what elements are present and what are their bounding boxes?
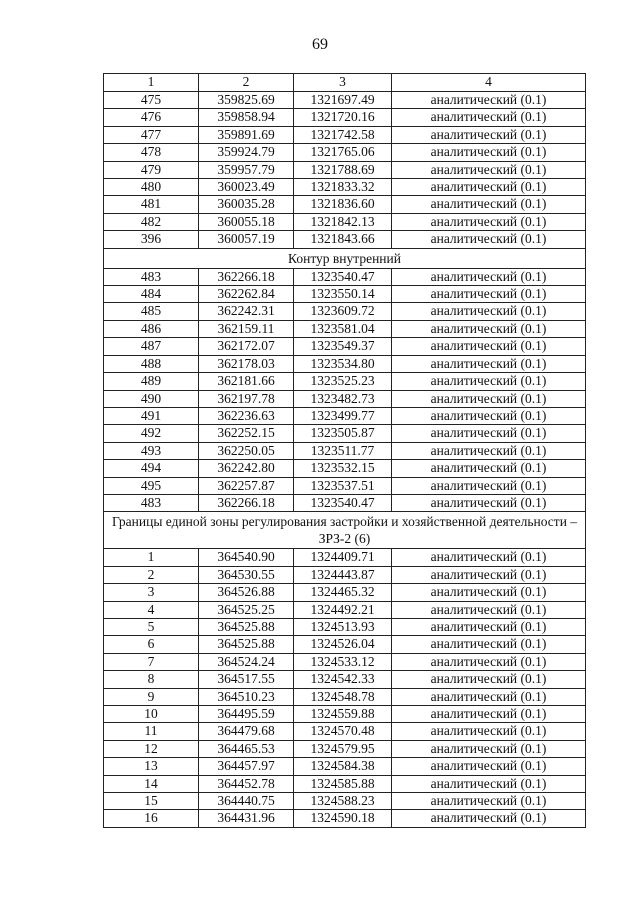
point-number-cell: 494 (104, 460, 199, 477)
point-number-cell: 16 (104, 810, 199, 827)
y-coordinate-cell: 1321836.60 (294, 196, 392, 213)
point-number-cell: 6 (104, 636, 199, 653)
y-coordinate-cell: 1324548.78 (294, 688, 392, 705)
y-coordinate-cell: 1323549.37 (294, 338, 392, 355)
column-header-point-number: 1 (104, 74, 199, 92)
x-coordinate-cell: 362257.87 (199, 477, 294, 494)
table-row (104, 355, 586, 372)
point-number-cell: 487 (104, 338, 199, 355)
table-row (104, 653, 586, 670)
x-coordinate-cell: 364457.97 (199, 758, 294, 775)
x-coordinate-cell: 359858.94 (199, 109, 294, 126)
y-coordinate-cell: 1321843.66 (294, 231, 392, 248)
method-cell: аналитический (0.1) (392, 636, 586, 653)
point-number-cell: 7 (104, 653, 199, 670)
table-header-row (104, 74, 586, 92)
table-row (104, 213, 586, 230)
y-coordinate-cell: 1321833.32 (294, 179, 392, 196)
table-row (104, 196, 586, 213)
y-coordinate-cell: 1323525.23 (294, 373, 392, 390)
table-row (104, 442, 586, 459)
method-cell: аналитический (0.1) (392, 671, 586, 688)
table-row (104, 636, 586, 653)
method-cell: аналитический (0.1) (392, 231, 586, 248)
table-row (104, 477, 586, 494)
method-cell: аналитический (0.1) (392, 407, 586, 424)
method-cell: аналитический (0.1) (392, 653, 586, 670)
method-cell: аналитический (0.1) (392, 161, 586, 178)
x-coordinate-cell: 360057.19 (199, 231, 294, 248)
table-row (104, 320, 586, 337)
method-cell: аналитический (0.1) (392, 126, 586, 143)
method-cell: аналитический (0.1) (392, 810, 586, 827)
method-cell: аналитический (0.1) (392, 618, 586, 635)
y-coordinate-cell: 1323550.14 (294, 286, 392, 303)
point-number-cell: 15 (104, 793, 199, 810)
method-cell: аналитический (0.1) (392, 549, 586, 566)
x-coordinate-cell: 364440.75 (199, 793, 294, 810)
method-cell: аналитический (0.1) (392, 109, 586, 126)
y-coordinate-cell: 1323540.47 (294, 494, 392, 511)
table-row (104, 740, 586, 757)
y-coordinate-cell: 1321742.58 (294, 126, 392, 143)
method-cell: аналитический (0.1) (392, 758, 586, 775)
y-coordinate-cell: 1323540.47 (294, 268, 392, 285)
y-coordinate-cell: 1324588.23 (294, 793, 392, 810)
method-cell: аналитический (0.1) (392, 494, 586, 511)
x-coordinate-cell: 364517.55 (199, 671, 294, 688)
method-cell: аналитический (0.1) (392, 584, 586, 601)
table-row (104, 601, 586, 618)
point-number-cell: 13 (104, 758, 199, 775)
point-number-cell: 492 (104, 425, 199, 442)
y-coordinate-cell: 1324526.04 (294, 636, 392, 653)
method-cell: аналитический (0.1) (392, 706, 586, 723)
x-coordinate-cell: 364540.90 (199, 549, 294, 566)
x-coordinate-cell: 364526.88 (199, 584, 294, 601)
method-cell: аналитический (0.1) (392, 179, 586, 196)
table-row (104, 179, 586, 196)
table-row (104, 161, 586, 178)
point-number-cell: 11 (104, 723, 199, 740)
method-cell: аналитический (0.1) (392, 425, 586, 442)
table-row (104, 810, 586, 827)
method-cell: аналитический (0.1) (392, 196, 586, 213)
method-cell: аналитический (0.1) (392, 477, 586, 494)
point-number-cell: 8 (104, 671, 199, 688)
point-number-cell: 4 (104, 601, 199, 618)
point-number-cell: 478 (104, 144, 199, 161)
point-number-cell: 480 (104, 179, 199, 196)
point-number-cell: 483 (104, 494, 199, 511)
table-row (104, 460, 586, 477)
method-cell: аналитический (0.1) (392, 144, 586, 161)
point-number-cell: 489 (104, 373, 199, 390)
y-coordinate-cell: 1324584.38 (294, 758, 392, 775)
method-cell: аналитический (0.1) (392, 320, 586, 337)
table-row (104, 688, 586, 705)
point-number-cell: 3 (104, 584, 199, 601)
point-number-cell: 490 (104, 390, 199, 407)
x-coordinate-cell: 364465.53 (199, 740, 294, 757)
method-cell: аналитический (0.1) (392, 793, 586, 810)
y-coordinate-cell: 1323505.87 (294, 425, 392, 442)
x-coordinate-cell: 360023.49 (199, 179, 294, 196)
point-number-cell: 483 (104, 268, 199, 285)
table-row (104, 268, 586, 285)
method-cell: аналитический (0.1) (392, 601, 586, 618)
point-number-cell: 479 (104, 161, 199, 178)
point-number-cell: 491 (104, 407, 199, 424)
x-coordinate-cell: 359957.79 (199, 161, 294, 178)
x-coordinate-cell: 362266.18 (199, 268, 294, 285)
x-coordinate-cell: 362250.05 (199, 442, 294, 459)
y-coordinate-cell: 1324542.33 (294, 671, 392, 688)
table-row (104, 775, 586, 792)
y-coordinate-cell: 1323532.15 (294, 460, 392, 477)
table-row (104, 303, 586, 320)
method-cell: аналитический (0.1) (392, 775, 586, 792)
x-coordinate-cell: 360035.28 (199, 196, 294, 213)
method-cell: аналитический (0.1) (392, 355, 586, 372)
method-cell: аналитический (0.1) (392, 566, 586, 583)
point-number-cell: 482 (104, 213, 199, 230)
method-cell: аналитический (0.1) (392, 92, 586, 109)
x-coordinate-cell: 364525.88 (199, 636, 294, 653)
method-cell: аналитический (0.1) (392, 213, 586, 230)
y-coordinate-cell: 1321765.06 (294, 144, 392, 161)
y-coordinate-cell: 1323534.80 (294, 355, 392, 372)
method-cell: аналитический (0.1) (392, 286, 586, 303)
y-coordinate-cell: 1324533.12 (294, 653, 392, 670)
table-row (104, 758, 586, 775)
column-header-y: 3 (294, 74, 392, 92)
table-row (104, 425, 586, 442)
x-coordinate-cell: 364525.88 (199, 618, 294, 635)
y-coordinate-cell: 1324570.48 (294, 723, 392, 740)
table-row (104, 373, 586, 390)
x-coordinate-cell: 362262.84 (199, 286, 294, 303)
table-row (104, 390, 586, 407)
x-coordinate-cell: 359924.79 (199, 144, 294, 161)
point-number-cell: 14 (104, 775, 199, 792)
table-row (104, 126, 586, 143)
table-row (104, 407, 586, 424)
x-coordinate-cell: 362197.78 (199, 390, 294, 407)
section-title: Границы единой зоны регулирования застройки и хозяйственной деятельности – ЗРЗ-2 (6) (104, 512, 586, 549)
y-coordinate-cell: 1321788.69 (294, 161, 392, 178)
x-coordinate-cell: 364530.55 (199, 566, 294, 583)
y-coordinate-cell: 1324559.88 (294, 706, 392, 723)
section-title: Контур внутренний (104, 248, 586, 268)
y-coordinate-cell: 1321697.49 (294, 92, 392, 109)
y-coordinate-cell: 1324590.18 (294, 810, 392, 827)
x-coordinate-cell: 364452.78 (199, 775, 294, 792)
x-coordinate-cell: 362242.31 (199, 303, 294, 320)
x-coordinate-cell: 364495.59 (199, 706, 294, 723)
point-number-cell: 9 (104, 688, 199, 705)
x-coordinate-cell: 360055.18 (199, 213, 294, 230)
table-row (104, 671, 586, 688)
method-cell: аналитический (0.1) (392, 338, 586, 355)
table-row (104, 584, 586, 601)
section-title-row (104, 248, 586, 268)
x-coordinate-cell: 362252.15 (199, 425, 294, 442)
y-coordinate-cell: 1324585.88 (294, 775, 392, 792)
y-coordinate-cell: 1323537.51 (294, 477, 392, 494)
x-coordinate-cell: 364510.23 (199, 688, 294, 705)
x-coordinate-cell: 362172.07 (199, 338, 294, 355)
x-coordinate-cell: 364524.24 (199, 653, 294, 670)
y-coordinate-cell: 1323482.73 (294, 390, 392, 407)
y-coordinate-cell: 1324579.95 (294, 740, 392, 757)
table-row (104, 618, 586, 635)
point-number-cell: 488 (104, 355, 199, 372)
point-number-cell: 10 (104, 706, 199, 723)
page-number: 69 (312, 36, 328, 53)
x-coordinate-cell: 362236.63 (199, 407, 294, 424)
x-coordinate-cell: 364431.96 (199, 810, 294, 827)
point-number-cell: 477 (104, 126, 199, 143)
method-cell: аналитический (0.1) (392, 442, 586, 459)
point-number-cell: 2 (104, 566, 199, 583)
y-coordinate-cell: 1321842.13 (294, 213, 392, 230)
table-row (104, 549, 586, 566)
table-row (104, 338, 586, 355)
x-coordinate-cell: 362242.80 (199, 460, 294, 477)
table-row (104, 144, 586, 161)
y-coordinate-cell: 1323499.77 (294, 407, 392, 424)
table-row (104, 109, 586, 126)
method-cell: аналитический (0.1) (392, 740, 586, 757)
method-cell: аналитический (0.1) (392, 688, 586, 705)
method-cell: аналитический (0.1) (392, 268, 586, 285)
column-header-x: 2 (199, 74, 294, 92)
method-cell: аналитический (0.1) (392, 373, 586, 390)
point-number-cell: 475 (104, 92, 199, 109)
table-row (104, 286, 586, 303)
table-row (104, 566, 586, 583)
table-row (104, 793, 586, 810)
y-coordinate-cell: 1323511.77 (294, 442, 392, 459)
x-coordinate-cell: 362159.11 (199, 320, 294, 337)
method-cell: аналитический (0.1) (392, 303, 586, 320)
point-number-cell: 12 (104, 740, 199, 757)
x-coordinate-cell: 362266.18 (199, 494, 294, 511)
coordinates-table (103, 73, 586, 828)
section-title-row (104, 512, 586, 549)
method-cell: аналитический (0.1) (392, 723, 586, 740)
x-coordinate-cell: 364479.68 (199, 723, 294, 740)
column-header-method: 4 (392, 74, 586, 92)
y-coordinate-cell: 1324409.71 (294, 549, 392, 566)
point-number-cell: 485 (104, 303, 199, 320)
x-coordinate-cell: 362181.66 (199, 373, 294, 390)
x-coordinate-cell: 359825.69 (199, 92, 294, 109)
method-cell: аналитический (0.1) (392, 460, 586, 477)
point-number-cell: 486 (104, 320, 199, 337)
x-coordinate-cell: 362178.03 (199, 355, 294, 372)
x-coordinate-cell: 364525.25 (199, 601, 294, 618)
method-cell: аналитический (0.1) (392, 390, 586, 407)
y-coordinate-cell: 1324465.32 (294, 584, 392, 601)
y-coordinate-cell: 1324443.87 (294, 566, 392, 583)
point-number-cell: 5 (104, 618, 199, 635)
y-coordinate-cell: 1321720.16 (294, 109, 392, 126)
y-coordinate-cell: 1324513.93 (294, 618, 392, 635)
point-number-cell: 481 (104, 196, 199, 213)
point-number-cell: 495 (104, 477, 199, 494)
table-row (104, 723, 586, 740)
table-row (104, 494, 586, 511)
point-number-cell: 484 (104, 286, 199, 303)
point-number-cell: 1 (104, 549, 199, 566)
table-row (104, 92, 586, 109)
table-body (104, 92, 586, 828)
point-number-cell: 493 (104, 442, 199, 459)
table-row (104, 231, 586, 248)
y-coordinate-cell: 1323581.04 (294, 320, 392, 337)
y-coordinate-cell: 1324492.21 (294, 601, 392, 618)
point-number-cell: 396 (104, 231, 199, 248)
table-row (104, 706, 586, 723)
x-coordinate-cell: 359891.69 (199, 126, 294, 143)
y-coordinate-cell: 1323609.72 (294, 303, 392, 320)
point-number-cell: 476 (104, 109, 199, 126)
